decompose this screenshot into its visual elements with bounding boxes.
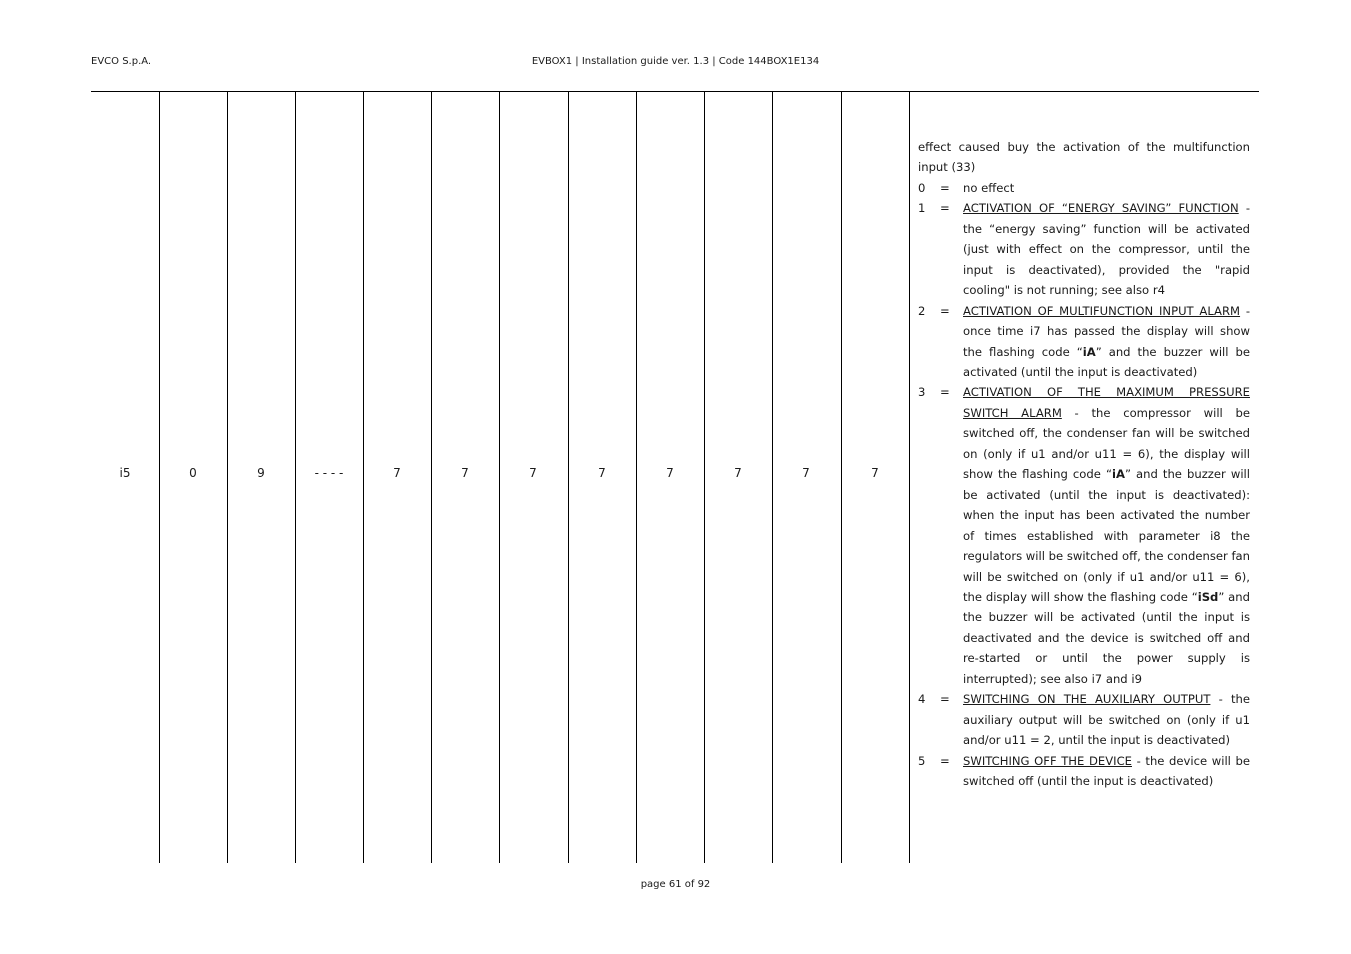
cell-value: 7: [802, 466, 810, 480]
option-number: 2: [918, 303, 926, 318]
option-equals: =: [940, 385, 950, 400]
header-rule: [91, 91, 1259, 92]
option-item: [918, 382, 1250, 689]
option-text: ” and the buzzer will be activated (until the input is deactivated): [963, 344, 1251, 379]
display-code: iA: [1082, 344, 1096, 359]
option-title: ACTIVATION OF MULTIFUNCTION INPUT ALARM: [963, 303, 1241, 318]
display-code: iA: [1111, 467, 1125, 482]
cell-max: 9: [257, 466, 265, 480]
cell-value: 7: [666, 466, 674, 480]
option-text: - the “energy saving” function will be activated (just with effect on the compressor, until the input is deactivated), provided the "rapid cooling" is not running; see also r4: [963, 201, 1250, 298]
option-number: 5: [918, 753, 926, 768]
option-item: [918, 178, 1250, 198]
option-title: SWITCHING ON THE AUXILIARY OUTPUT: [963, 692, 1211, 707]
cell-parameter: i5: [119, 466, 131, 480]
header-company: EVCO S.p.A.: [91, 56, 152, 67]
option-number: 3: [918, 385, 926, 400]
option-item: [918, 198, 1250, 300]
cell-unit: - - - -: [314, 466, 344, 480]
description-intro: effect caused buy the activation of the multifunction input (33): [918, 140, 1250, 175]
cell-value: 7: [393, 466, 401, 480]
option-text: no effect: [963, 180, 1015, 195]
option-text: - the compressor will be switched off, the condenser fan will be switched on (only if u1 and/or u11 = 6), the display will show the flashing code “: [963, 405, 1250, 482]
option-text: - the device will be switched off (until the input is deactivated): [963, 753, 1251, 789]
option-text: - once time i7 has passed the display will show the flashing code “: [963, 303, 1251, 359]
option-number: 0: [918, 180, 926, 195]
cell-value: 7: [461, 466, 469, 480]
option-text: - the auxiliary output will be switched on (only if u1 and/or u11 = 2, until the input is deactivated): [963, 692, 1250, 748]
cell-min: 0: [189, 466, 197, 480]
option-text: ” and the buzzer will be activated (until the input is deactivated): when the input has been activated the number of times established with parameter i8 the regulators will be switched off, the condenser fan will be switched on (only if u1 and/or u11 = 6), the display will show the flashing code “: [963, 467, 1251, 604]
cell-value: 7: [734, 466, 742, 480]
option-title: SWITCHING OFF THE DEVICE: [963, 753, 1132, 768]
display-code: iSd: [1197, 589, 1219, 604]
cell-value: 7: [529, 466, 537, 480]
option-equals: =: [940, 180, 950, 195]
option-title: ACTIVATION OF “ENERGY SAVING” FUNCTION: [963, 201, 1239, 216]
option-item: [918, 301, 1250, 383]
column-divider: [909, 92, 910, 863]
option-equals: =: [940, 753, 950, 768]
description-cell: [918, 137, 1250, 792]
header-doc-title: EVBOX1 | Installation guide ver. 1.3 | Code 144BOX1E134: [531, 56, 820, 67]
cell-value: 7: [598, 466, 606, 480]
page-number: page 61 of 92: [640, 879, 711, 890]
option-equals: =: [940, 303, 950, 318]
option-equals: =: [940, 201, 950, 216]
option-number: 1: [918, 201, 926, 216]
option-text: ” and the buzzer will be activated (until the input is deactivated and the device is switched off and re-started or until the power supply is interrupted); see also i7 and i9: [963, 589, 1250, 686]
option-item: [918, 689, 1250, 750]
option-item: [918, 751, 1250, 792]
option-title: ACTIVATION OF THE MAXIMUM PRESSURE SWITCH ALARM: [963, 385, 1250, 420]
cell-value: 7: [871, 466, 879, 480]
option-equals: =: [940, 692, 950, 707]
option-number: 4: [918, 692, 926, 707]
